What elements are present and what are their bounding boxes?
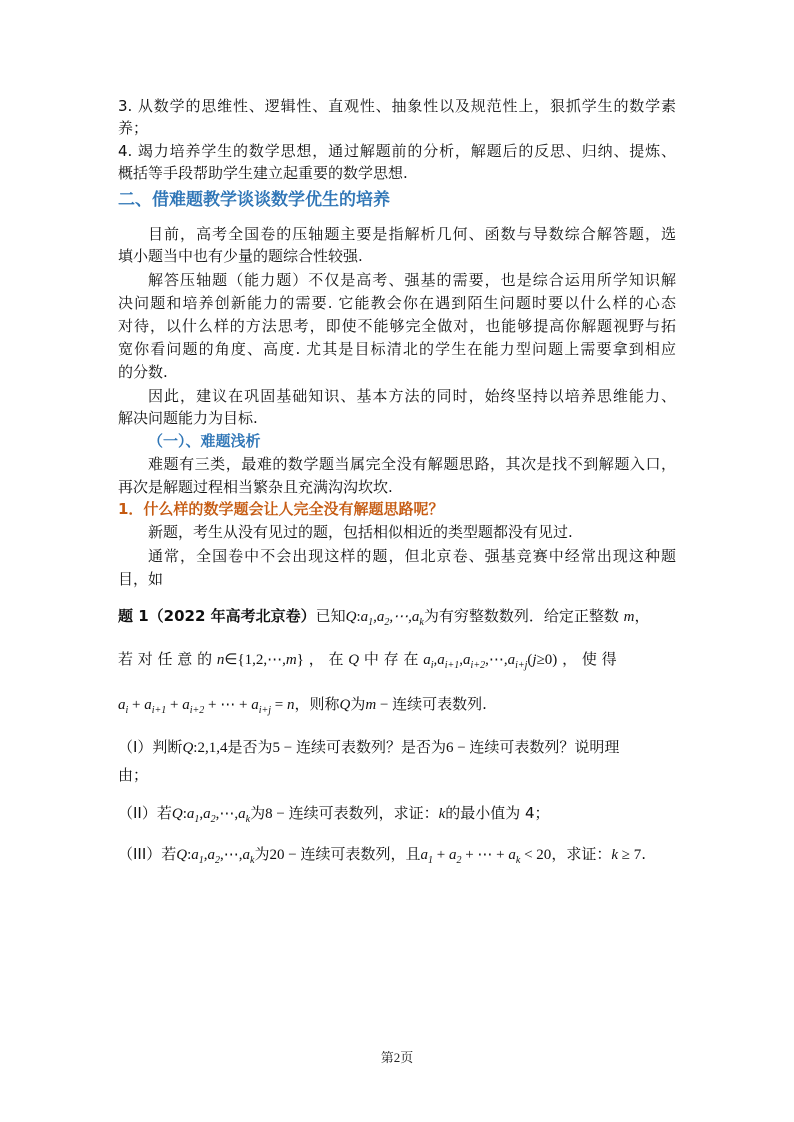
- math-formula: 5 −: [272, 740, 296, 756]
- problem-text: ， 在: [308, 650, 344, 668]
- part-2-text: 的最小值为 4；: [445, 804, 550, 822]
- part-2-text: （II）若: [118, 804, 172, 822]
- part-1-line-1: [118, 737, 676, 758]
- part-2-line-1: [118, 803, 676, 830]
- part-3-text: .: [641, 845, 647, 863]
- math-formula: k ≥ 7: [611, 847, 642, 863]
- math-formula: Q: [348, 652, 360, 668]
- part-1-line-2: 由；: [118, 766, 149, 784]
- math-formula: $a_i,a_{i+1},a_{i+2},\cdots,a_{i+j}(j\ge 0)$: [423, 652, 558, 671]
- paragraph-4-line-1: 难题有三类，最难的数学题当属完全没有解题思路，其次是找不到解题入口，: [148, 455, 676, 473]
- paragraph-1-line-2: 填小题当中也有少量的题综合性较强.: [118, 247, 363, 265]
- math-formula: $Q:a_1,a_2,\cdots,a_k$: [171, 806, 251, 825]
- section-heading: 二、借难题教学谈谈数学优生的培养: [118, 190, 390, 210]
- math-formula: 8 −: [265, 806, 289, 822]
- math-formula: 6 −: [445, 740, 470, 756]
- problem-text: ，则称: [294, 695, 340, 713]
- problem-1-line-2: [118, 649, 676, 676]
- problem-text: 中 存 在: [363, 650, 419, 668]
- part-3-text: 为: [254, 845, 270, 863]
- problem-1-line-3: [118, 694, 676, 721]
- part-1-text: 是否为: [227, 738, 273, 756]
- paragraph-3-line-1: 因此，建议在巩固基础知识、基本方法的同时，始终坚持以培养思维能力、: [148, 387, 676, 405]
- math-formula: Q: [339, 697, 351, 713]
- part-3-text: （III）若: [118, 845, 177, 863]
- paragraph-6-line-2: 目，如: [118, 570, 164, 588]
- problem-text: ， 使 得: [562, 650, 617, 668]
- paragraph-2-line-1: 解答压轴题（能力题）不仅是高考、强基的需要，也是综合运用所学知识解: [148, 271, 676, 289]
- paragraph-5-line-1: 新题，考生从没有见过的题，包括相似相近的类型题都没有见过.: [148, 523, 573, 541]
- item-4-line-2: 概括等手段帮助学生建立起重要的数学思想.: [118, 164, 408, 182]
- math-formula: Q:2,1,4: [182, 740, 228, 756]
- problem-text: ，: [634, 607, 650, 625]
- math-formula: k: [438, 806, 446, 822]
- part-3-text: ，求证：: [551, 845, 612, 863]
- part-3-line-1: [118, 844, 676, 871]
- paragraph-3-line-2: 解决问题能力为目标.: [118, 409, 258, 427]
- math-formula: $a_1,a_2,\cdots,a_k$: [360, 609, 424, 628]
- part-2-text: 连续可表数列，求证：: [288, 804, 439, 822]
- math-formula: $Q:a_1,a_2,\cdots,a_k$: [176, 847, 255, 866]
- problem-1-line-1: [118, 606, 676, 633]
- math-formula: :: [356, 609, 361, 625]
- paragraph-1-line-1: 目前，高考全国卷的压轴题主要是指解析几何、函数与导数综合解答题，选: [148, 225, 676, 243]
- problem-text: 若 对 任 意 的: [118, 650, 213, 668]
- page-number: 第2页: [380, 1050, 414, 1065]
- math-formula: 20 −: [269, 847, 301, 863]
- item-3-line-1: 3. 从数学的思维性、逻辑性、直观性、抽象性以及规范性上，狠抓学生的数学素: [118, 97, 676, 115]
- part-1-text: 连续可表数列？说明理: [469, 738, 620, 756]
- question-1-heading: 1．什么样的数学题会让人完全没有解题思路呢？: [118, 500, 444, 518]
- problem-label: 题 1（2022 年高考北京卷）: [118, 607, 316, 625]
- problem-text: 为有穷整数数列．给定正整数: [423, 607, 619, 625]
- math-formula: n∈{1,2,⋯,m}: [216, 652, 304, 668]
- math-formula: Q: [345, 609, 357, 625]
- item-3-line-2: 养；: [118, 119, 149, 137]
- part-1-text: （I）判断: [118, 738, 183, 756]
- paragraph-2-line-2: 决问题和培养创新能力的需要. 它能教会你在遇到陌生问题时要以什么样的心态: [118, 294, 676, 312]
- math-formula: m −: [365, 697, 393, 713]
- problem-text: 连续可表数列.: [392, 695, 487, 713]
- part-2-text: 为: [250, 804, 266, 822]
- item-4-line-1: 4. 竭力培养学生的数学思想，通过解题前的分析，解题后的反思、归纳、提炼、: [118, 142, 676, 160]
- paragraph-2-line-4: 宽你看问题的角度、高度. 尤其是目标清北的学生在能力型问题上需要拿到相应: [118, 340, 676, 358]
- part-3-text: 连续可表数列，且: [300, 845, 421, 863]
- paragraph-2-line-5: 的分数.: [118, 363, 168, 381]
- subsection-heading: （一）、难题浅析: [148, 432, 261, 450]
- part-1-text: 连续可表数列？是否为: [295, 738, 446, 756]
- problem-text: 已知: [315, 607, 346, 625]
- paragraph-6-line-1: 通常，全国卷中不会出现这样的题，但北京卷、强基竞赛中经常出现这种题: [148, 547, 676, 565]
- math-formula: $a_i + a_{i+1} + a_{i+2}$ + ⋯ + $a_{i+j} = n$: [118, 697, 295, 716]
- problem-text: 为: [350, 695, 366, 713]
- paragraph-4-line-2: 再次是解题过程相当繁杂且充满沟沟坎坎.: [118, 478, 393, 496]
- paragraph-2-line-3: 对待，以什么样的方法思考，即使不能够完全做对，也能够提高你解题视野与拓: [118, 317, 676, 335]
- math-formula: m: [623, 609, 635, 625]
- math-formula: $a_1 + a_2$ + ⋯ + $a_k < 20$: [420, 847, 552, 866]
